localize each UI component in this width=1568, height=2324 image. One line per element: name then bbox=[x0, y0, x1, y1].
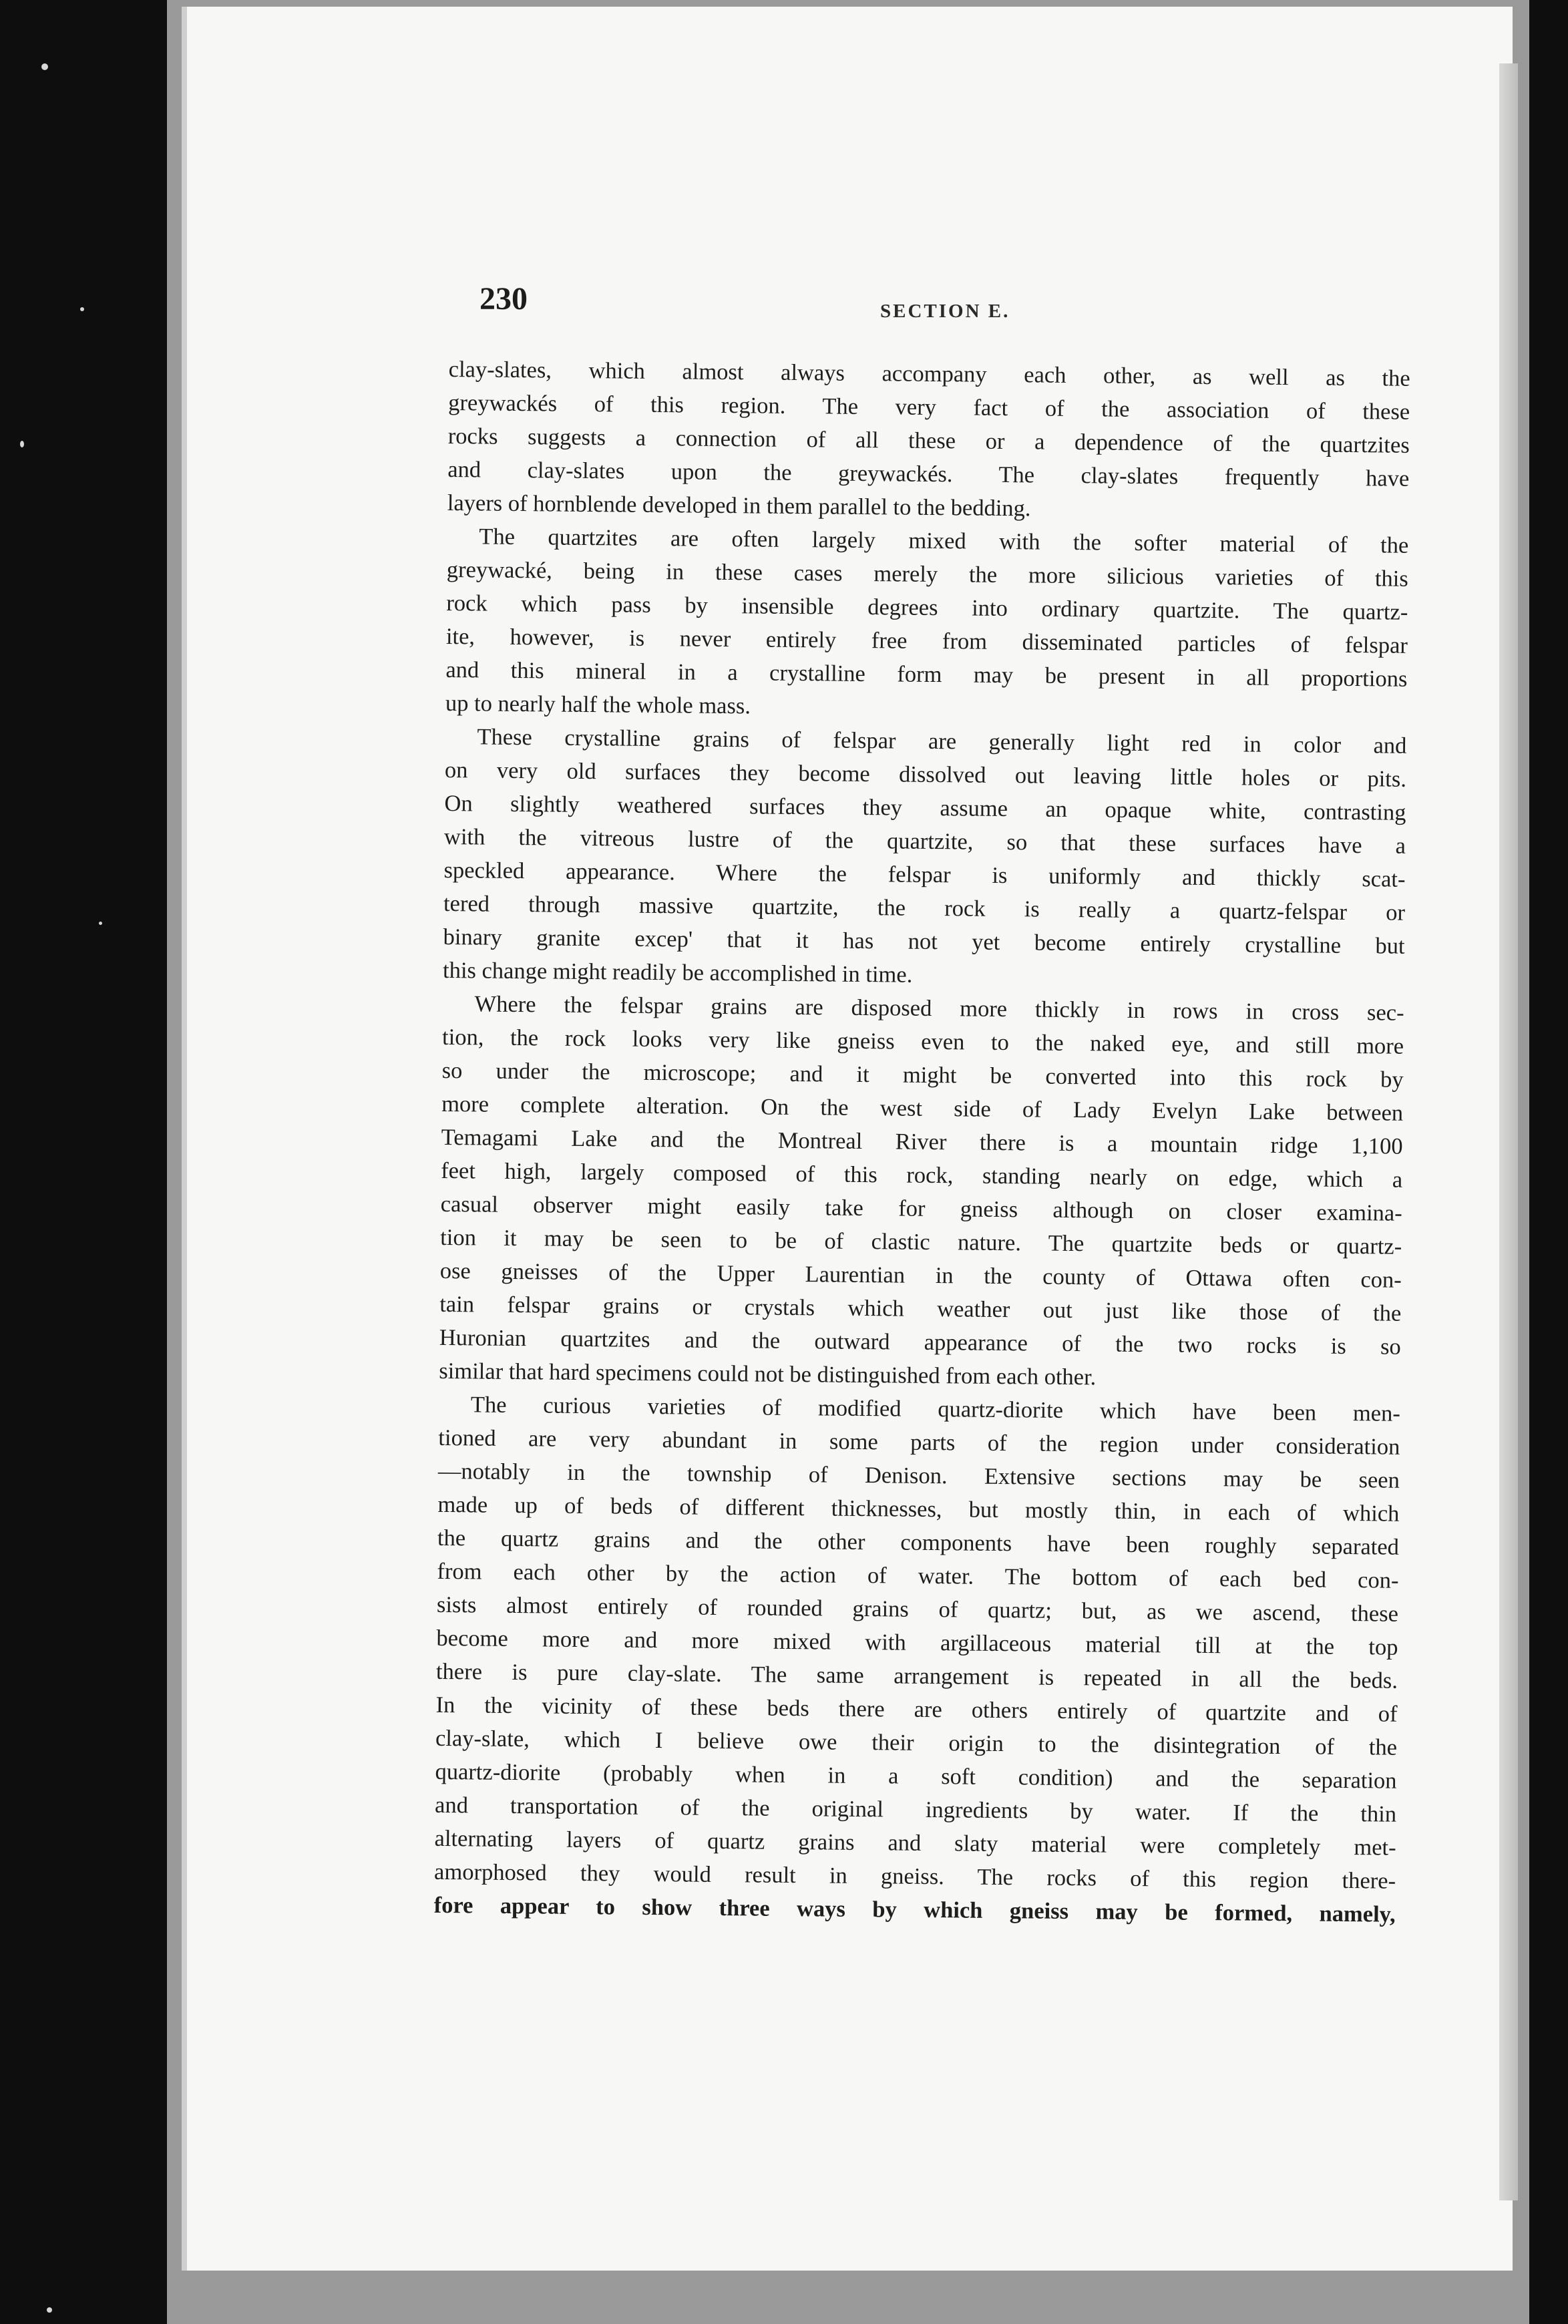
text-line: alternating layers of quartz grains and slaty material were completely met- bbox=[434, 1825, 1396, 1861]
text-line: up to nearly half the whole mass. bbox=[445, 690, 751, 719]
text-line: rock which pass by insensible degrees into ordinary quartzite. The quartz- bbox=[446, 590, 1408, 625]
paragraph bbox=[433, 1388, 1400, 1931]
text-line: —notably in the township of Denison. Extensive sections may be seen bbox=[437, 1458, 1400, 1493]
text-line: and this mineral in a crystalline form may be present in all proportions bbox=[445, 656, 1408, 692]
text-line: with the vitreous lustre of the quartzite, so that these surfaces have a bbox=[443, 823, 1406, 859]
text-line: tion, the rock looks very like gneiss even to the naked eye, and still more bbox=[441, 1024, 1404, 1059]
text-line: tioned are very abundant in some parts of the region under consideration bbox=[438, 1424, 1400, 1460]
text-line: The curious varieties of modified quartz-diorite which have been men- bbox=[470, 1392, 1400, 1426]
paragraph bbox=[445, 520, 1409, 729]
text-line: binary granite excep' that it has not yet become entirely crystalline but bbox=[443, 924, 1405, 959]
text-line: casual observer might easily take for gneiss although on closer examina- bbox=[440, 1191, 1402, 1226]
text-line: In the vicinity of these beds there are others entirely of quartzite and of bbox=[435, 1692, 1398, 1727]
text-line: Where the felspar grains are disposed more thickly in rows in cross sec- bbox=[474, 991, 1404, 1026]
text-line: tain felspar grains or crystals which weather out just like those of the bbox=[439, 1291, 1402, 1326]
text-line: there is pure clay-slate. The same arrangement is repeated in all the beds. bbox=[435, 1658, 1398, 1694]
text-line: on very old surfaces they become dissolved out leaving little holes or pits. bbox=[444, 757, 1407, 792]
dust-speck bbox=[80, 307, 84, 311]
text-line: tion it may be seen to be of clastic nature. The quartzite beds or quartz- bbox=[440, 1224, 1402, 1260]
text-line: The quartzites are often largely mixed with the softer material of the bbox=[479, 524, 1409, 558]
text-line: On slightly weathered surfaces they assume an opaque white, contrasting bbox=[444, 790, 1406, 825]
paragraph bbox=[447, 353, 1410, 529]
text-line: the quartz grains and the other components have been roughly separated bbox=[437, 1525, 1400, 1560]
text-line: ose gneisses of the Upper Laurentian in the county of Ottawa often con- bbox=[439, 1257, 1402, 1293]
dust-speck bbox=[47, 2307, 52, 2313]
paragraph bbox=[443, 720, 1407, 996]
text-line: clay-slate, which I believe owe their origin to the disintegration of the bbox=[435, 1725, 1398, 1760]
dust-speck bbox=[41, 63, 48, 70]
text-line: from each other by the action of water. The bottom of each bed con- bbox=[437, 1558, 1399, 1593]
text-line: made up of beds of different thicknesses, but mostly thin, in each of which bbox=[437, 1491, 1400, 1527]
text-line: feet high, largely composed of this rock, standing nearly on edge, which a bbox=[441, 1157, 1403, 1193]
text-line: become more and more mixed with argillaceous material till at the top bbox=[436, 1625, 1398, 1660]
text-line: clay-slates, which almost always accompany each other, as well as the bbox=[448, 356, 1410, 391]
running-head: SECTION E. bbox=[880, 301, 1010, 322]
text-line: rocks suggests a connection of all these or a dependence of the quartzites bbox=[447, 423, 1410, 458]
text-line: so under the microscope; and it might be converted into this rock by bbox=[441, 1057, 1404, 1093]
text-line: Temagami Lake and the Montreal River there is a mountain ridge 1,100 bbox=[441, 1124, 1403, 1159]
text-line: ite, however, is never entirely free from disseminated particles of felspar bbox=[445, 623, 1408, 658]
text-line: more complete alteration. On the west side of Lady Evelyn Lake between bbox=[441, 1091, 1404, 1126]
facing-page-edge bbox=[1499, 63, 1518, 2200]
text-line: Huronian quartzites and the outward appearance of the two rocks is so bbox=[439, 1324, 1401, 1360]
dust-speck bbox=[99, 922, 102, 925]
text-line: quartz-diorite (probably when in a soft condition) and the separation bbox=[435, 1758, 1397, 1794]
text-line: amorphosed they would result in gneiss. The rocks of this region there- bbox=[433, 1859, 1396, 1894]
paragraph bbox=[439, 987, 1404, 1397]
text-line: greywackés of this region. The very fact of the association of these bbox=[448, 389, 1410, 425]
page-header bbox=[479, 280, 1401, 327]
text-line: fore appear to show three ways by which gneiss may be formed, namely, bbox=[433, 1892, 1396, 1927]
text-line: speckled appearance. Where the felspar is uniformly and thickly scat- bbox=[443, 857, 1406, 892]
text-line: similar that hard specimens could not be distinguished from each other. bbox=[439, 1358, 1097, 1390]
text-line: and clay-slates upon the greywackés. The clay-slates frequently have bbox=[447, 456, 1410, 492]
text-line: this change might readily be accomplished in time. bbox=[442, 957, 913, 988]
text-line: and transportation of the original ingredients by water. If the thin bbox=[434, 1792, 1397, 1827]
dust-speck bbox=[20, 441, 24, 447]
text-line: sists almost entirely of rounded grains of quartz; but, as we ascend, these bbox=[436, 1591, 1399, 1627]
body-text bbox=[433, 353, 1410, 1931]
text-line: tered through massive quartzite, the rock is really a quartz-felspar or bbox=[443, 890, 1406, 926]
text-line: layers of hornblende developed in them parallel to the bedding. bbox=[447, 490, 1031, 522]
text-line: greywacké, being in these cases merely the more silicious varieties of this bbox=[446, 556, 1408, 592]
text-line: These crystalline grains of felspar are generally light red in color and bbox=[477, 724, 1407, 759]
page-number: 230 bbox=[479, 281, 528, 317]
